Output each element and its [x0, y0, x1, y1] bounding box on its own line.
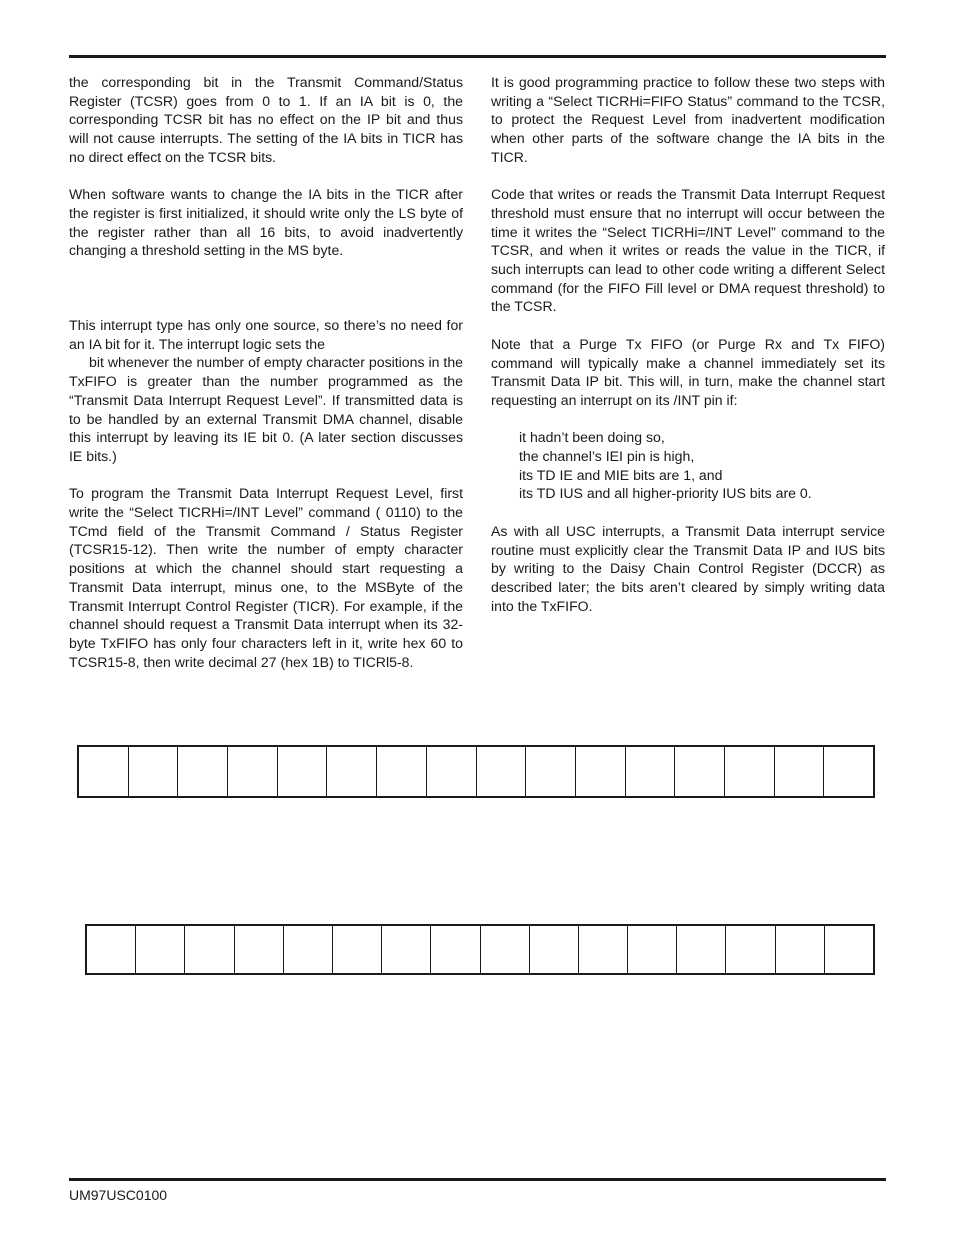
paragraph-good-practice: It is good programming practice to follow these two steps with writing a “Select TICRHi=FIFO Status” command to the TCSR, to protect the Request Level from inadvertent modification when other parts of the software change the IA bits in the TICR. — [491, 74, 885, 165]
register-bit-cell — [674, 747, 724, 796]
register-bit-cell — [824, 926, 873, 973]
register-bit-cell — [725, 926, 774, 973]
register-bit-cell — [234, 926, 283, 973]
register-bit-cell — [774, 747, 824, 796]
register-diagram-2 — [85, 924, 875, 975]
register-bit-cell — [529, 926, 578, 973]
register-bit-cell — [578, 926, 627, 973]
footer-rule — [69, 1178, 886, 1181]
register-bit-cell — [480, 926, 529, 973]
paragraph-interrupt-source-intro: This interrupt type has only one source, so there’s no need for an IA bit for it. The interrupt logic sets the — [69, 317, 463, 352]
condition-item: its TD IE and MIE bits are 1, and — [519, 466, 723, 483]
paragraph-change-ia-bits: When software wants to change the IA bits in the TICR after the register is first initialized, it should write only the LS byte of the register rather than all 16 bits, to avoid inadvertently changing a threshold setting in the MS byte. — [69, 186, 463, 259]
condition-list — [491, 428, 885, 503]
register-bit-cell — [87, 926, 135, 973]
register-bit-cell — [575, 747, 625, 796]
register-bit-cell — [381, 926, 430, 973]
right-column — [491, 73, 885, 615]
register-bit-cell — [128, 747, 178, 796]
register-bit-cell — [227, 747, 277, 796]
paragraph-program-request-level: To program the Transmit Data Interrupt Request Level, first write the “Select TICRHi=/INT Level” command ( 0110) to the TCmd field of the Transmit Command / Status Register (TCSR15-12). Then write the number of empty character positions at which the channel should start requesting a Transmit Data interrupt, minus one, to the MSByte of the Transmit Interrupt Control Register (TICR). For example, if the channel should request a Transmit Data interrupt when its 32-byte TxFIFO has only four characters left in it, write hex 60 to TCSR15-8, then write decimal 27 (hex 1B) to TICRl5-8. — [69, 485, 463, 670]
register-bit-cell — [79, 747, 128, 796]
register-bit-cell — [476, 747, 526, 796]
condition-item: it hadn’t been doing so, — [519, 429, 665, 446]
register-bit-cell — [426, 747, 476, 796]
register-bit-cell — [376, 747, 426, 796]
header-rule — [69, 55, 886, 58]
register-diagram-1 — [77, 745, 875, 798]
register-bit-cell — [676, 926, 725, 973]
register-bit-cell — [277, 747, 327, 796]
paragraph-threshold-code: Code that writes or reads the Transmit Data Interrupt Request threshold must ensure that no interrupt will occur between the time it writes the “Select TICRHi=/INT Level” command to the TCSR, and when it writes or reads the value in the TICR, if such interrupts can lead to other code writing a different Select command (for the FIFO Fill level or DMA request threshold) to the TCSR. — [491, 186, 885, 315]
register-bit-cell — [823, 747, 873, 796]
register-bit-cell — [775, 926, 824, 973]
paragraph-interrupt-source-body: bit whenever the number of empty character positions in the TxFIFO is greater than the number programmed as the “Transmit Data Interrupt Request Level”. If transmitted data is to be handled by an external Transmit DMA channel, disable this interrupt by leaving its IE bit 0. (A later section discusses IE bits.) — [69, 354, 463, 464]
register-bit-cell — [724, 747, 774, 796]
register-bit-cell — [625, 747, 675, 796]
register-bit-cell — [135, 926, 184, 973]
register-bit-cell — [430, 926, 479, 973]
condition-item: the channel’s IEI pin is high, — [519, 448, 695, 465]
paragraph-tcsr-ia-bits: the corresponding bit in the Transmit Command/Status Register (TCSR) goes from 0 to 1. If an IA bit is 0, the corresponding TCSR bit has no effect on the IP bit and thus will not cause interrupts. The setting of the IA bits in TICR has no direct effect on the TCSR bits. — [69, 74, 463, 165]
paragraph-purge-fifo: Note that a Purge Tx FIFO (or Purge Rx and Tx FIFO) command will typically make a channel immediately set its Transmit Data IP bit. This will, in turn, make the channel start requesting an interrupt on its /INT pin if: — [491, 335, 885, 408]
register-bit-cell — [525, 747, 575, 796]
register-bit-cell — [184, 926, 233, 973]
left-column — [69, 73, 463, 671]
paragraph-service-routine: As with all USC interrupts, a Transmit Data interrupt service routine must explicitly clear the Transmit Data IP and IUS bits by writing to the Daisy Chain Control Register (DCCR) as described later; the bits aren’t cleared by simply writing data into the TxFIFO. — [491, 522, 885, 614]
register-bit-cell — [283, 926, 332, 973]
register-bit-cell — [627, 926, 676, 973]
footer-doc-number: UM97USC0100 — [69, 1187, 168, 1203]
register-bit-cell — [326, 747, 376, 796]
register-bit-cell — [177, 747, 227, 796]
condition-item: its TD IUS and all higher-priority IUS bits are 0. — [519, 485, 812, 502]
register-bit-cell — [332, 926, 381, 973]
